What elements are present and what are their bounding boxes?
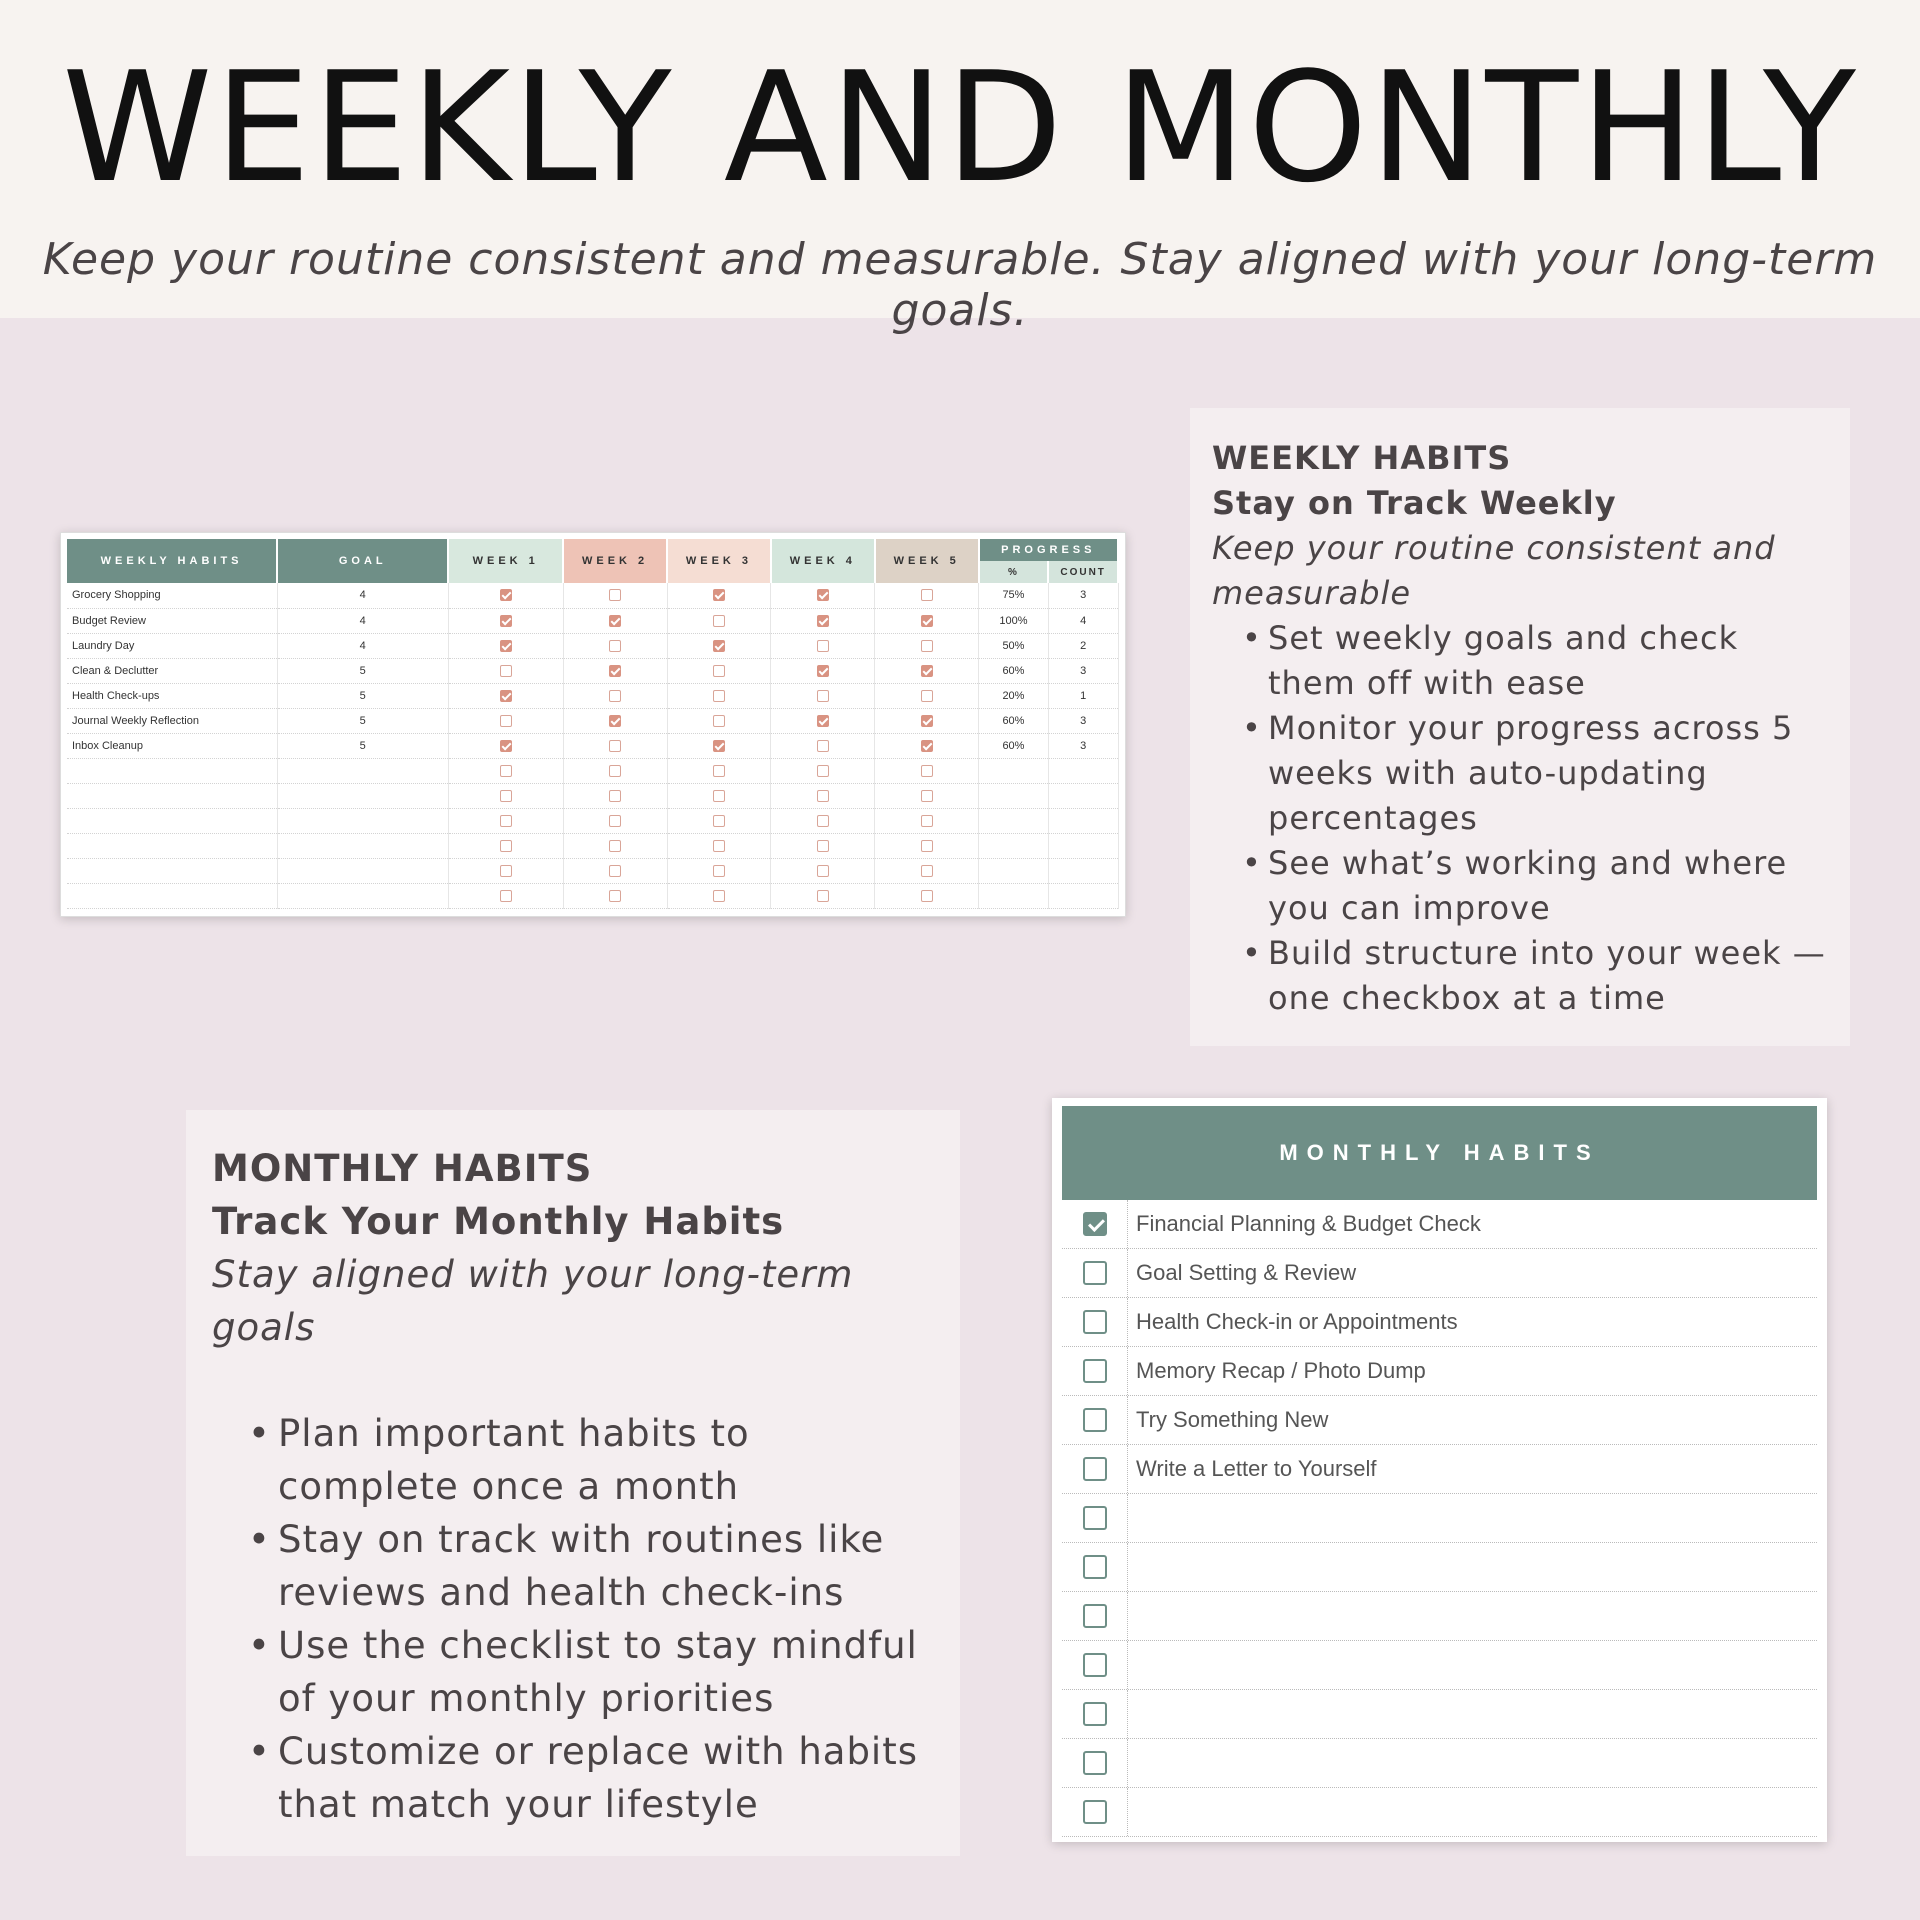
week-2-checkbox[interactable]: [609, 765, 621, 777]
monthly-checklist: [1062, 1200, 1817, 1837]
week-cell: [563, 783, 667, 808]
monthly-habit-label[interactable]: Memory Recap / Photo Dump: [1136, 1358, 1426, 1383]
week-2-checkbox[interactable]: [609, 790, 621, 802]
monthly-checkbox[interactable]: [1083, 1653, 1107, 1677]
week-cell: [771, 833, 875, 858]
habit-name-cell[interactable]: Journal Weekly Reflection: [67, 708, 277, 733]
week-5-checkbox[interactable]: [921, 665, 933, 677]
table-row: [67, 708, 1118, 733]
week-5-checkbox[interactable]: [921, 790, 933, 802]
checkbox-cell: [1062, 1641, 1128, 1689]
week-cell: [563, 733, 667, 758]
checkbox-cell: [1062, 1543, 1128, 1591]
page-title: WEEKLY AND MONTHLY: [62, 39, 1858, 216]
week-5-checkbox[interactable]: [921, 865, 933, 877]
week-cell: [875, 608, 979, 633]
monthly-checkbox[interactable]: [1083, 1702, 1107, 1726]
goal-cell[interactable]: 4: [277, 633, 448, 658]
week-cell: [563, 858, 667, 883]
week-cell: [448, 833, 563, 858]
week-cell: [563, 808, 667, 833]
week-cell: [875, 833, 979, 858]
week-5-checkbox[interactable]: [921, 615, 933, 627]
week-cell: [875, 858, 979, 883]
week-4-checkbox[interactable]: [817, 690, 829, 702]
week-cell: [667, 883, 771, 908]
list-item: [1062, 1690, 1817, 1739]
week-cell: [875, 733, 979, 758]
goal-cell[interactable]: [277, 758, 448, 783]
monthly-bullet: • Plan important habits to complete once a month: [254, 1407, 934, 1513]
week-cell: [875, 683, 979, 708]
progress-percent-cell: [979, 883, 1049, 908]
progress-percent-cell: 20%: [979, 683, 1049, 708]
list-item: [1062, 1396, 1817, 1445]
week-cell: [771, 683, 875, 708]
table-row: [67, 733, 1118, 758]
list-item: [1062, 1200, 1817, 1249]
week-1-checkbox[interactable]: [500, 690, 512, 702]
page-header: [0, 0, 1920, 336]
checkbox-cell: [1062, 1200, 1128, 1248]
goal-cell[interactable]: 4: [277, 583, 448, 608]
week-cell: [667, 808, 771, 833]
week-cell: [771, 883, 875, 908]
week-cell: [771, 808, 875, 833]
table-row: [67, 633, 1118, 658]
week-3-checkbox[interactable]: [713, 715, 725, 727]
week-cell: [875, 758, 979, 783]
progress-count-cell: [1048, 808, 1118, 833]
page-subtitle: Keep your routine consistent and measurable. Stay aligned with your long-term goals.: [42, 234, 1878, 336]
week-2-checkbox[interactable]: [609, 815, 621, 827]
week-cell: [771, 758, 875, 783]
habit-name-cell[interactable]: [67, 758, 277, 783]
monthly-checkbox[interactable]: [1083, 1310, 1107, 1334]
week-1-checkbox[interactable]: [500, 740, 512, 752]
week-cell: [667, 633, 771, 658]
table-row: [67, 883, 1118, 908]
week-cell: [875, 808, 979, 833]
week-4-checkbox[interactable]: [817, 715, 829, 727]
week-3-checkbox[interactable]: [713, 640, 725, 652]
checkbox-cell: [1062, 1298, 1128, 1346]
progress-percent-cell: [979, 808, 1049, 833]
progress-count-cell: 3: [1048, 658, 1118, 683]
monthly-checkbox[interactable]: [1083, 1457, 1107, 1481]
weekly-bullet: • Build structure into your week — one checkbox at a time: [1248, 931, 1828, 1021]
week-cell: [771, 633, 875, 658]
weekly-bullet: • See what’s working and where you can improve: [1248, 841, 1828, 931]
week-3-checkbox[interactable]: [713, 765, 725, 777]
week-cell: [667, 783, 771, 808]
progress-count-cell: [1048, 833, 1118, 858]
goal-cell[interactable]: [277, 883, 448, 908]
week-2-checkbox[interactable]: [609, 890, 621, 902]
progress-count-cell: [1048, 783, 1118, 808]
week-cell: [563, 708, 667, 733]
progress-count-cell: [1048, 883, 1118, 908]
monthly-habit-label[interactable]: Write a Letter to Yourself: [1136, 1456, 1377, 1481]
list-item: [1062, 1592, 1817, 1641]
col-header-week-1: WEEK 1: [448, 539, 563, 583]
list-item: [1062, 1543, 1817, 1592]
monthly-checkbox[interactable]: [1083, 1359, 1107, 1383]
monthly-habit-label[interactable]: Try Something New: [1136, 1407, 1329, 1432]
week-cell: [448, 758, 563, 783]
week-cell: [448, 658, 563, 683]
week-3-checkbox[interactable]: [713, 890, 725, 902]
monthly-bullet: • Use the checklist to stay mindful of your monthly priorities: [254, 1619, 934, 1725]
week-1-checkbox[interactable]: [500, 615, 512, 627]
checkbox-cell: [1062, 1788, 1128, 1836]
week-cell: [875, 633, 979, 658]
table-row: [67, 608, 1118, 633]
checkbox-cell: [1062, 1739, 1128, 1787]
monthly-checkbox[interactable]: [1083, 1800, 1107, 1824]
week-2-checkbox[interactable]: [609, 840, 621, 852]
monthly-tagline: Stay aligned with your long-term goals: [212, 1253, 854, 1349]
week-cell: [563, 683, 667, 708]
table-row: [67, 808, 1118, 833]
week-4-checkbox[interactable]: [817, 790, 829, 802]
list-item: [1062, 1641, 1817, 1690]
monthly-bullet: • Stay on track with routines like reviews and health check-ins: [254, 1513, 934, 1619]
progress-count-cell: 1: [1048, 683, 1118, 708]
checkbox-cell: [1062, 1445, 1128, 1493]
monthly-checkbox[interactable]: [1083, 1212, 1107, 1236]
week-2-checkbox[interactable]: [609, 589, 621, 601]
week-4-checkbox[interactable]: [817, 665, 829, 677]
week-1-checkbox[interactable]: [500, 640, 512, 652]
goal-cell[interactable]: [277, 833, 448, 858]
week-cell: [563, 758, 667, 783]
week-cell: [448, 808, 563, 833]
monthly-checkbox[interactable]: [1083, 1261, 1107, 1285]
week-cell: [563, 608, 667, 633]
week-1-checkbox[interactable]: [500, 815, 512, 827]
week-1-checkbox[interactable]: [500, 665, 512, 677]
progress-percent-cell: [979, 758, 1049, 783]
week-3-checkbox[interactable]: [713, 665, 725, 677]
week-cell: [448, 633, 563, 658]
week-5-checkbox[interactable]: [921, 715, 933, 727]
progress-count-cell: 3: [1048, 708, 1118, 733]
week-3-checkbox[interactable]: [713, 790, 725, 802]
goal-cell[interactable]: 5: [277, 658, 448, 683]
monthly-checkbox[interactable]: [1083, 1751, 1107, 1775]
weekly-tagline: Keep your routine consistent and measurable: [1212, 529, 1776, 612]
progress-count-cell: 2: [1048, 633, 1118, 658]
week-cell: [448, 683, 563, 708]
week-cell: [667, 733, 771, 758]
week-5-checkbox[interactable]: [921, 640, 933, 652]
progress-percent-cell: [979, 783, 1049, 808]
monthly-checkbox[interactable]: [1083, 1506, 1107, 1530]
monthly-sheet-title: MONTHLY HABITS: [1062, 1106, 1817, 1200]
progress-percent-cell: [979, 833, 1049, 858]
weekly-bullet: • Monitor your progress across 5 weeks with auto-updating percentages: [1248, 706, 1828, 841]
week-3-checkbox[interactable]: [713, 840, 725, 852]
habit-name-cell[interactable]: Clean & Declutter: [67, 658, 277, 683]
monthly-checkbox[interactable]: [1083, 1604, 1107, 1628]
week-4-checkbox[interactable]: [817, 615, 829, 627]
week-cell: [563, 583, 667, 608]
week-1-checkbox[interactable]: [500, 765, 512, 777]
weekly-habits-description: [1190, 408, 1850, 1046]
week-cell: [448, 858, 563, 883]
monthly-heading: MONTHLY HABITS: [212, 1147, 593, 1190]
week-cell: [667, 833, 771, 858]
week-1-checkbox[interactable]: [500, 890, 512, 902]
week-cell: [771, 583, 875, 608]
week-4-checkbox[interactable]: [817, 840, 829, 852]
habit-name-cell[interactable]: Inbox Cleanup: [67, 733, 277, 758]
week-cell: [875, 783, 979, 808]
week-5-checkbox[interactable]: [921, 589, 933, 601]
monthly-checkbox[interactable]: [1083, 1408, 1107, 1432]
week-5-checkbox[interactable]: [921, 740, 933, 752]
table-row: [67, 758, 1118, 783]
week-5-checkbox[interactable]: [921, 890, 933, 902]
goal-cell[interactable]: 5: [277, 683, 448, 708]
week-2-checkbox[interactable]: [609, 865, 621, 877]
habit-name-cell[interactable]: Health Check-ups: [67, 683, 277, 708]
week-cell: [563, 633, 667, 658]
table-row: [67, 833, 1118, 858]
progress-percent-cell: 75%: [979, 583, 1049, 608]
week-2-checkbox[interactable]: [609, 690, 621, 702]
week-3-checkbox[interactable]: [713, 740, 725, 752]
week-4-checkbox[interactable]: [817, 815, 829, 827]
week-1-checkbox[interactable]: [500, 790, 512, 802]
week-3-checkbox[interactable]: [713, 865, 725, 877]
progress-count-cell: 3: [1048, 583, 1118, 608]
week-5-checkbox[interactable]: [921, 815, 933, 827]
habit-name-cell[interactable]: [67, 883, 277, 908]
list-item: [1062, 1788, 1817, 1837]
habit-name-cell[interactable]: [67, 858, 277, 883]
week-cell: [875, 883, 979, 908]
progress-percent-cell: 100%: [979, 608, 1049, 633]
list-item: [1062, 1445, 1817, 1494]
progress-count-cell: [1048, 758, 1118, 783]
weekly-heading: WEEKLY HABITS: [1212, 439, 1512, 477]
goal-cell[interactable]: [277, 783, 448, 808]
weekly-bullet: • Set weekly goals and check them off with ease: [1248, 616, 1828, 706]
week-cell: [563, 883, 667, 908]
col-header-percent: %: [979, 561, 1049, 583]
goal-cell[interactable]: [277, 858, 448, 883]
week-4-checkbox[interactable]: [817, 865, 829, 877]
habit-name-cell[interactable]: Grocery Shopping: [67, 583, 277, 608]
table-row: [67, 683, 1118, 708]
week-cell: [563, 658, 667, 683]
week-5-checkbox[interactable]: [921, 690, 933, 702]
progress-count-cell: 3: [1048, 733, 1118, 758]
list-item: [1062, 1494, 1817, 1543]
monthly-bullet-list: [254, 1407, 934, 1831]
week-cell: [771, 708, 875, 733]
habit-name-cell[interactable]: [67, 783, 277, 808]
progress-percent-cell: 60%: [979, 733, 1049, 758]
table-row: [67, 658, 1118, 683]
col-header-progress: PROGRESS: [979, 539, 1118, 561]
week-cell: [771, 658, 875, 683]
progress-percent-cell: 60%: [979, 708, 1049, 733]
week-1-checkbox[interactable]: [500, 715, 512, 727]
week-1-checkbox[interactable]: [500, 589, 512, 601]
col-header-week-3: WEEK 3: [667, 539, 771, 583]
checkbox-cell: [1062, 1347, 1128, 1395]
week-cell: [667, 858, 771, 883]
week-cell: [448, 583, 563, 608]
habit-name-cell[interactable]: Laundry Day: [67, 633, 277, 658]
goal-cell[interactable]: 5: [277, 733, 448, 758]
week-1-checkbox[interactable]: [500, 840, 512, 852]
progress-percent-cell: [979, 858, 1049, 883]
col-header-count: COUNT: [1048, 561, 1118, 583]
week-4-checkbox[interactable]: [817, 765, 829, 777]
progress-count-cell: 4: [1048, 608, 1118, 633]
week-2-checkbox[interactable]: [609, 715, 621, 727]
goal-cell[interactable]: 4: [277, 608, 448, 633]
table-row: [67, 583, 1118, 608]
col-header-week-4: WEEK 4: [771, 539, 875, 583]
week-cell: [448, 708, 563, 733]
checkbox-cell: [1062, 1249, 1128, 1297]
col-header-habit: WEEKLY HABITS: [67, 539, 277, 583]
week-4-checkbox[interactable]: [817, 890, 829, 902]
weekly-bullet-list: [1248, 616, 1828, 1021]
checkbox-cell: [1062, 1690, 1128, 1738]
week-2-checkbox[interactable]: [609, 740, 621, 752]
week-cell: [667, 758, 771, 783]
week-4-checkbox[interactable]: [817, 589, 829, 601]
col-header-week-2: WEEK 2: [563, 539, 667, 583]
col-header-week-5: WEEK 5: [875, 539, 979, 583]
monthly-subheading: Track Your Monthly Habits: [212, 1200, 785, 1243]
monthly-habit-label[interactable]: Goal Setting & Review: [1136, 1260, 1357, 1285]
goal-cell[interactable]: [277, 808, 448, 833]
week-cell: [448, 783, 563, 808]
week-5-checkbox[interactable]: [921, 765, 933, 777]
week-4-checkbox[interactable]: [817, 640, 829, 652]
week-4-checkbox[interactable]: [817, 740, 829, 752]
list-item: [1062, 1298, 1817, 1347]
week-3-checkbox[interactable]: [713, 589, 725, 601]
progress-percent-cell: 50%: [979, 633, 1049, 658]
monthly-habit-label[interactable]: Financial Planning & Budget Check: [1136, 1211, 1481, 1236]
week-cell: [771, 858, 875, 883]
week-cell: [448, 608, 563, 633]
week-3-checkbox[interactable]: [713, 690, 725, 702]
checkbox-cell: [1062, 1592, 1128, 1640]
week-cell: [771, 733, 875, 758]
week-cell: [875, 658, 979, 683]
week-2-checkbox[interactable]: [609, 615, 621, 627]
week-cell: [667, 583, 771, 608]
weekly-habits-table: [67, 539, 1119, 909]
habit-name-cell[interactable]: [67, 808, 277, 833]
week-cell: [563, 833, 667, 858]
list-item: [1062, 1739, 1817, 1788]
week-2-checkbox[interactable]: [609, 640, 621, 652]
week-cell: [875, 708, 979, 733]
goal-cell[interactable]: 5: [277, 708, 448, 733]
col-header-goal: GOAL: [277, 539, 448, 583]
monthly-habits-sheet: [1052, 1098, 1827, 1842]
week-cell: [771, 608, 875, 633]
week-1-checkbox[interactable]: [500, 865, 512, 877]
monthly-checkbox[interactable]: [1083, 1555, 1107, 1579]
week-cell: [667, 608, 771, 633]
week-cell: [667, 708, 771, 733]
monthly-habit-label[interactable]: Health Check-in or Appointments: [1136, 1309, 1458, 1334]
week-cell: [448, 883, 563, 908]
weekly-habits-sheet: [60, 532, 1126, 917]
checkbox-cell: [1062, 1396, 1128, 1444]
week-2-checkbox[interactable]: [609, 665, 621, 677]
monthly-habits-description: [186, 1110, 960, 1856]
week-3-checkbox[interactable]: [713, 615, 725, 627]
list-item: [1062, 1347, 1817, 1396]
weekly-subheading: Stay on Track Weekly: [1212, 484, 1617, 522]
week-cell: [667, 658, 771, 683]
week-cell: [667, 683, 771, 708]
table-row: [67, 783, 1118, 808]
checkbox-cell: [1062, 1494, 1128, 1542]
habit-name-cell[interactable]: [67, 833, 277, 858]
week-5-checkbox[interactable]: [921, 840, 933, 852]
table-row: [67, 858, 1118, 883]
week-cell: [771, 783, 875, 808]
progress-percent-cell: 60%: [979, 658, 1049, 683]
week-cell: [448, 733, 563, 758]
week-cell: [875, 583, 979, 608]
week-3-checkbox[interactable]: [713, 815, 725, 827]
list-item: [1062, 1249, 1817, 1298]
progress-count-cell: [1048, 858, 1118, 883]
habit-name-cell[interactable]: Budget Review: [67, 608, 277, 633]
monthly-bullet: • Customize or replace with habits that match your lifestyle: [254, 1725, 934, 1831]
